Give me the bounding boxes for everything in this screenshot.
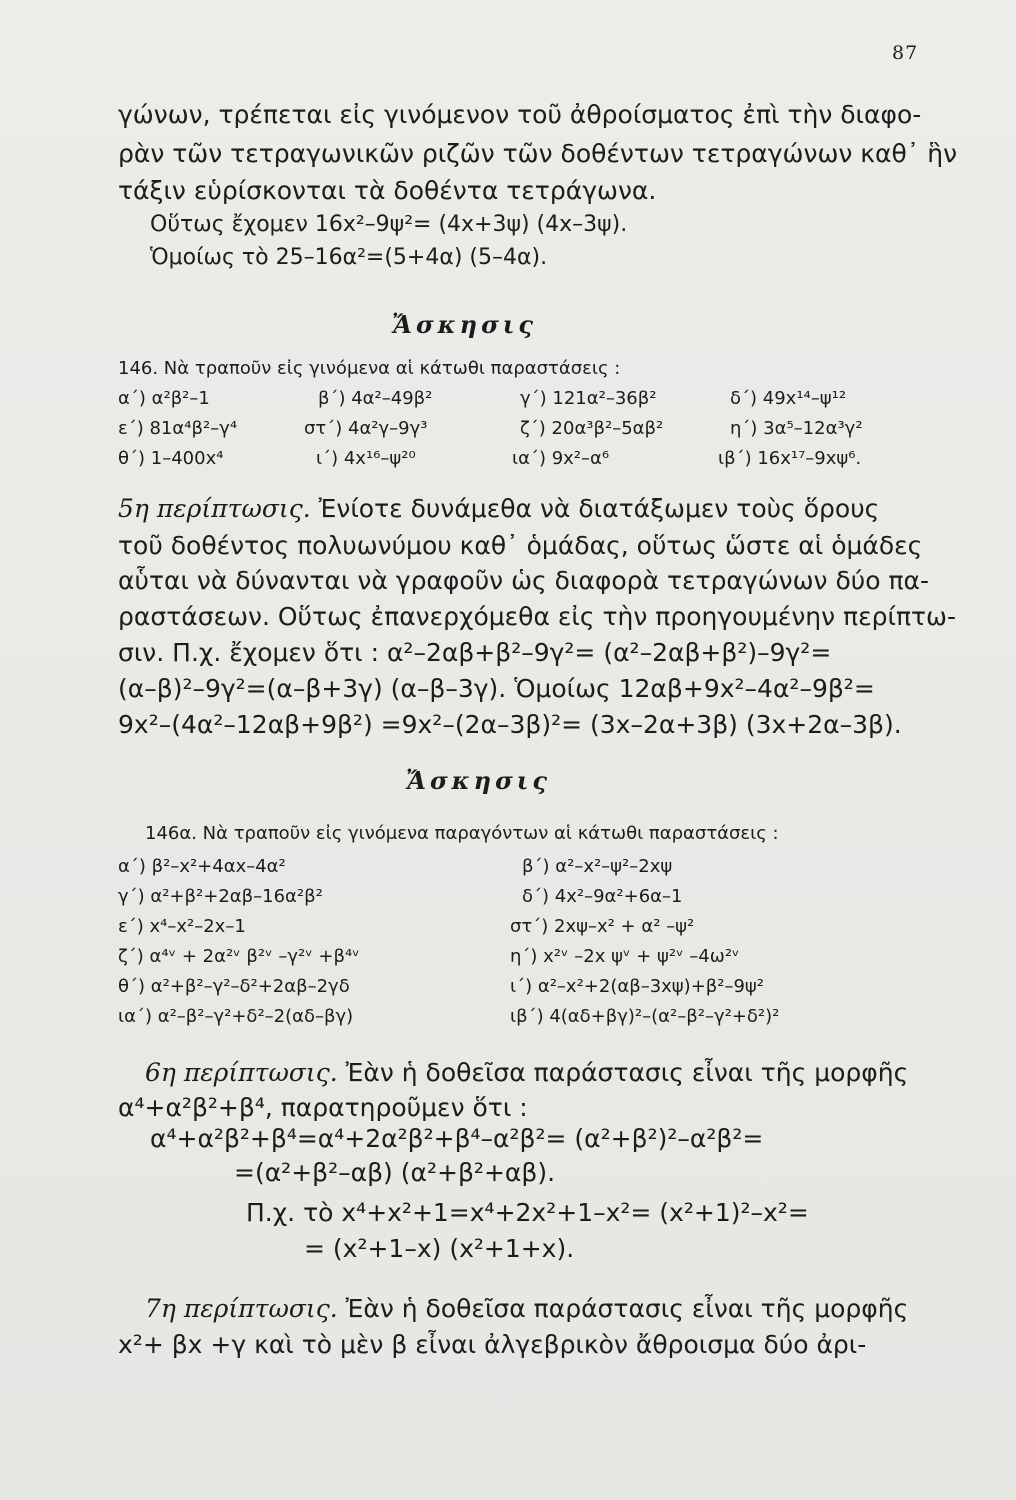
intro-line-4: Οὕτως ἔχομεν 16x²–9ψ²= (4x+3ψ) (4x–3ψ). — [150, 212, 628, 237]
case-6-line-4: =(α²+β²–αβ) (α²+β²+αβ). — [234, 1158, 556, 1187]
case-6-line-1 — [145, 1058, 908, 1087]
ex146-item: η΄) 3α⁵–12α³γ² — [730, 418, 863, 439]
case-5-text: Ἐνίοτε δυνάμεθα νὰ διατάξωμεν τοὺς ὅρους — [310, 494, 880, 523]
case-5-line-3: αὗται νὰ δύνανται νὰ γραφοῦν ὡς διαφορὰ τετραγώνων δύο πα- — [118, 566, 930, 595]
exercise-146a-title: 146α. Νὰ τραποῦν εἰς γινόμενα παραγόντων αἱ κάτωθι παραστάσεις : — [145, 823, 779, 844]
exercise-heading: Ἄσκησις — [406, 766, 552, 795]
ex146a-item: γ΄) α²+β²+2αβ–16α²β² — [118, 886, 323, 907]
case-5-line-1 — [118, 494, 879, 523]
intro-line-1: γώνων, τρέπεται εἰς γινόμενον τοῦ ἀθροίσματος ἐπὶ τὴν διαφο- — [118, 100, 922, 129]
case-5-line-6: (α–β)²–9γ²=(α–β+3γ) (α–β–3γ). Ὁμοίως 12αβ+9x²–4α²–9β²= — [118, 674, 875, 703]
case-6-line-6: = (x²+1–x) (x²+1+x). — [304, 1234, 575, 1263]
case-6-line-5: Π.χ. τὸ x⁴+x²+1=x⁴+2x²+1–x²= (x²+1)²–x²= — [246, 1198, 809, 1227]
exercise-146-title: 146. Νὰ τραποῦν εἰς γινόμενα αἱ κάτωθι παραστάσεις : — [118, 358, 621, 379]
ex146-item: στ΄) 4α²γ–9γ³ — [304, 418, 428, 439]
case-6-label: 6η περίπτωσις. — [145, 1058, 338, 1087]
ex146-item: ε΄) 81α⁴β²–γ⁴ — [118, 418, 238, 439]
ex146a-item: ζ΄) α⁴ᵛ + 2α²ᵛ β²ᵛ –γ²ᵛ +β⁴ᵛ — [118, 946, 360, 967]
ex146a-item: η΄) x²ᵛ –2x ψᵛ + ψ²ᵛ –4ω²ᵛ — [510, 946, 740, 967]
ex146a-item: β΄) α²–x²–ψ²–2xψ — [522, 856, 673, 877]
ex146a-item: ε΄) x⁴–x²–2x–1 — [118, 916, 246, 937]
case-5-line-2: τοῦ δοθέντος πολυωνύμου καθ᾽ ὁμάδας, οὕτως ὥστε αἱ ὁμάδες — [118, 531, 923, 560]
case-7-text: Ἐὰν ἡ δοθεῖσα παράστασις εἶναι τῆς μορφῆς — [337, 1294, 909, 1323]
ex146a-item: ι΄) α²–x²+2(αβ–3xψ)+β²–9ψ² — [510, 976, 765, 997]
ex146a-item: ιβ΄) 4(αδ+βγ)²–(α²–β²–γ²+δ²)² — [510, 1006, 780, 1027]
intro-line-2: ρὰν τῶν τετραγωνικῶν ριζῶν τῶν δοθέντων τετραγώνων καθ᾽ ἣν — [118, 139, 958, 168]
case-6-line-3: α⁴+α²β²+β⁴=α⁴+2α²β²+β⁴–α²β²= (α²+β²)²–α²β²= — [150, 1124, 764, 1153]
ex146-item: β΄) 4α²–49β² — [318, 388, 433, 409]
ex146a-item: δ΄) 4x²–9α²+6α–1 — [522, 886, 683, 907]
ex146-item: δ΄) 49x¹⁴–ψ¹² — [730, 388, 847, 409]
ex146-item: α΄) α²β²–1 — [118, 388, 210, 409]
case-5-label: 5η περίπτωσις. — [118, 494, 311, 523]
ex146a-item: στ΄) 2xψ–x² + α² –ψ² — [510, 916, 695, 937]
ex146-item: ι΄) 4x¹⁶–ψ²⁰ — [316, 448, 416, 469]
case-7-line-2: x²+ βx +γ καὶ τὸ μὲν β εἶναι ἀλγεβρικὸν ἄθροισμα δύο ἀρι- — [118, 1330, 867, 1359]
case-7-label: 7η περίπτωσις. — [145, 1294, 338, 1323]
ex146-item: ζ΄) 20α³β²–5αβ² — [520, 418, 664, 439]
ex146-item: θ΄) 1–400x⁴ — [118, 448, 224, 469]
ex146-item: ιβ΄) 16x¹⁷–9xψ⁶. — [718, 448, 862, 469]
ex146a-item: ια΄) α²–β²–γ²+δ²–2(αδ–βγ) — [118, 1006, 354, 1027]
ex146a-item: α΄) β²–x²+4αx–4α² — [118, 856, 286, 877]
case-6-line-2: α⁴+α²β²+β⁴, παρατηροῦμεν ὅτι : — [118, 1093, 528, 1122]
case-7-line-1 — [145, 1294, 908, 1323]
intro-line-3: τάξιν εὑρίσκονται τὰ δοθέντα τετράγωνα. — [118, 176, 657, 205]
page-number: 87 — [892, 42, 919, 64]
ex146-item: γ΄) 121α²–36β² — [520, 388, 657, 409]
case-5-line-7: 9x²–(4α²–12αβ+9β²) =9x²–(2α–3β)²= (3x–2α+3β) (3x+2α–3β). — [118, 710, 902, 739]
case-5-line-5: σιν. Π.χ. ἔχομεν ὅτι : α²–2αβ+β²–9γ²= (α²–2αβ+β²)–9γ²= — [118, 638, 832, 667]
ex146-item: ια΄) 9x²–α⁶ — [512, 448, 610, 469]
case-5-line-4: ραστάσεων. Οὕτως ἐπανερχόμεθα εἰς τὴν προηγουμένην περίπτω- — [118, 602, 957, 631]
intro-line-5: Ὁμοίως τὸ 25–16α²=(5+4α) (5–4α). — [150, 245, 548, 270]
ex146a-item: θ΄) α²+β²–γ²–δ²+2αβ–2γδ — [118, 976, 350, 997]
exercise-heading: Ἄσκησις — [392, 310, 538, 339]
case-6-text: Ἐὰν ἡ δοθεῖσα παράστασις εἶναι τῆς μορφῆς — [337, 1058, 909, 1087]
